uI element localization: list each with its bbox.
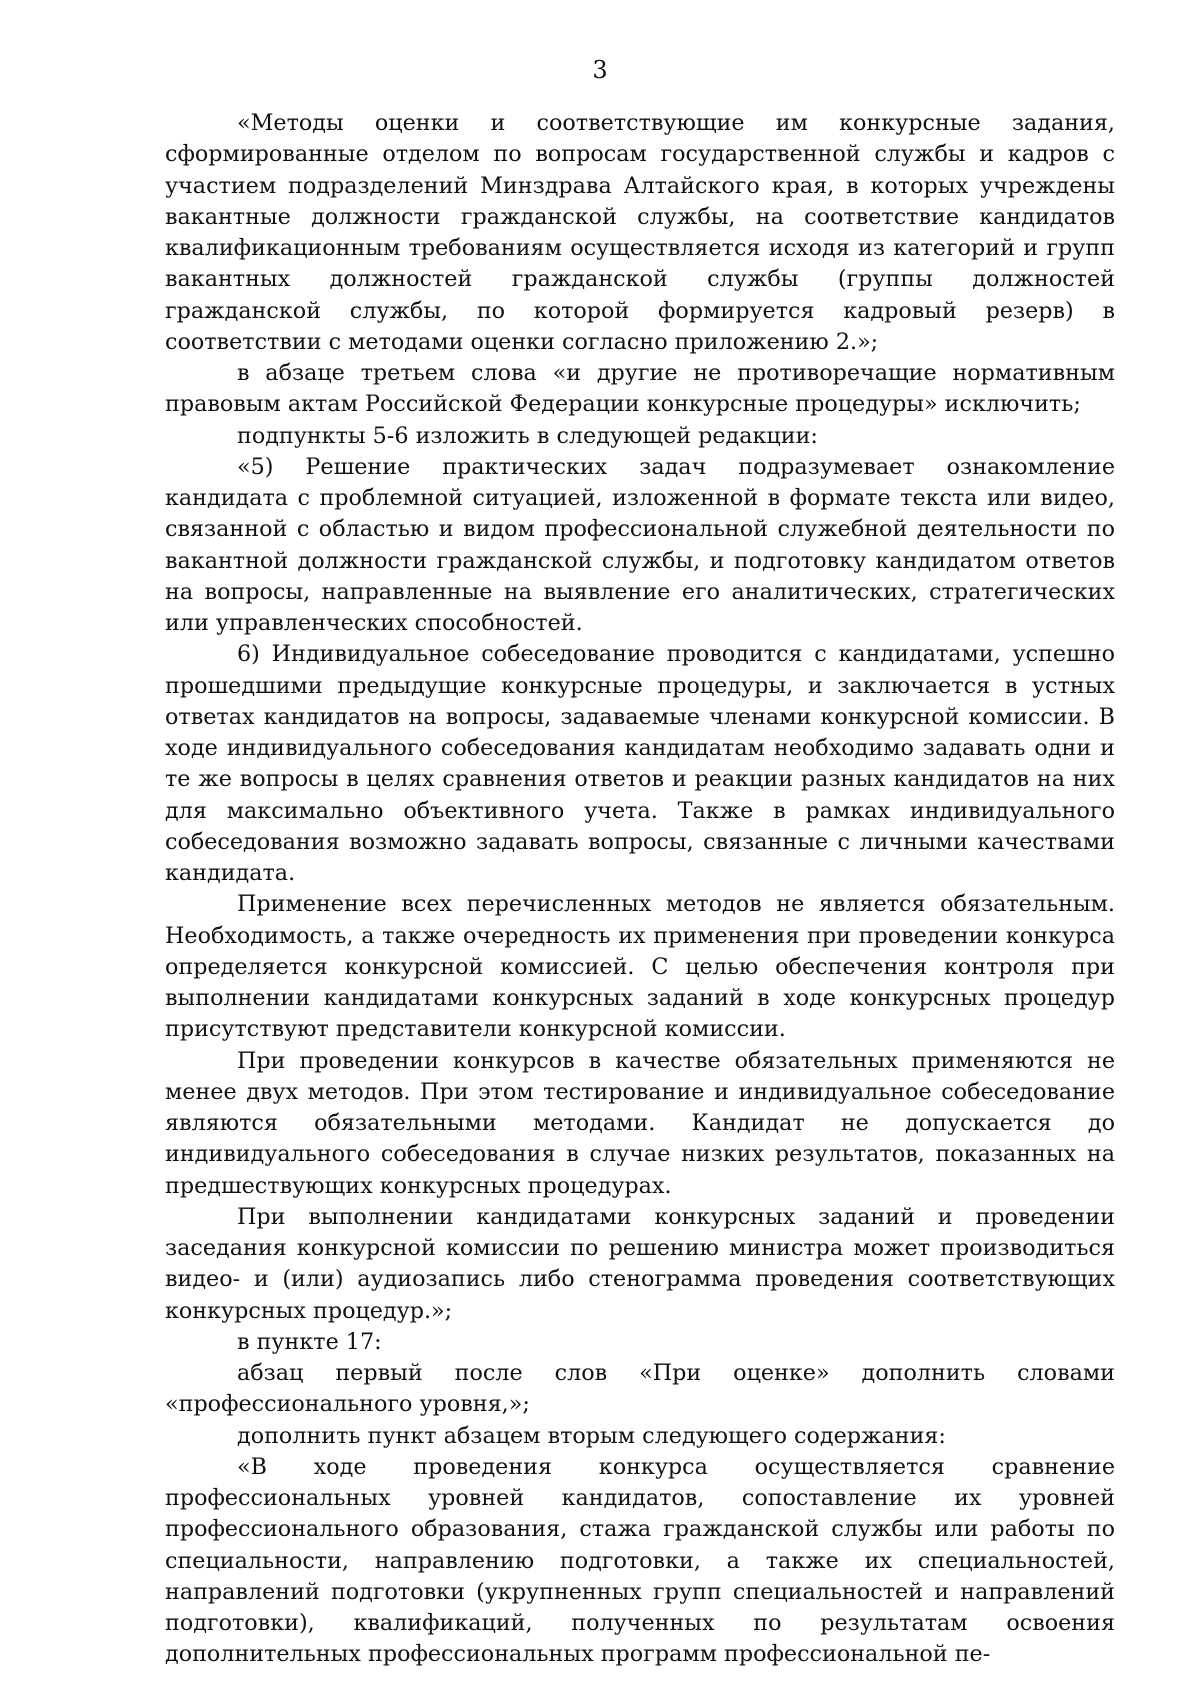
- paragraph-methods-application: Применение всех перечисленных методов не является обязательным. Необходимость, а также очередность их применения при проведении конкурса определяется конкурсной комиссией. С целью обеспечения контроля при выполнении кандидатами конкурсных заданий в ходе конкурсных процедур присутствуют представители конкурсной комиссии.: [165, 891, 1115, 1043]
- paragraph-third-abzac: в абзаце третьем слова «и другие не противоречащие нормативным правовым актам Российской Федерации конкурсные процедуры» исключить;: [165, 360, 1115, 418]
- paragraph-methods-of-assessment: «Методы оценки и соответствующие им конкурсные задания, сформированные отделом по вопросам государственной службы и кадров с участием подразделений Минздрава Алтайского края, в которых учреждены вакантные должности гражданской службы, на соответствие кандидатов квалификационным требованиям осуществляется исходя из категорий и групп вакантных должностей гражданской службы (группы должностей гражданской службы, по которой формируется кадровый резерв) в соответствии с методами оценки согласно приложению 2.»;: [165, 110, 1115, 355]
- document-body: [165, 108, 1115, 1671]
- paragraph-comparison: «В ходе проведения конкурса осуществляется сравнение профессиональных уровней кандидатов, сопоставление их уровней профессионального образования, стажа гражданской службы или работы по специальности, направлению подготовки, а также их специальностей, направлений подготовки (укрупненных групп специальностей и направлений подготовки), квалификаций, полученных по результатам освоения дополнительных профессиональных программ профессиональной пе-: [165, 1453, 1115, 1668]
- paragraph-first-abzac-addition: абзац первый после слов «При оценке» дополнить словами «профессионального уровня,»;: [165, 1360, 1115, 1418]
- paragraph-mandatory-methods: При проведении конкурсов в качестве обязательных применяются не менее двух методов. При этом тестирование и индивидуальное собеседование являются обязательными методами. Кандидат не допускается до индивидуального собеседования в случае низких результатов, показанных на предшествующих конкурсных процедурах.: [165, 1047, 1115, 1199]
- paragraph-subpoint-6: 6) Индивидуальное собеседование проводится с кандидатами, успешно прошедшими предыдущие конкурсные процедуры, и заключается в устных ответах кандидатов на вопросы, задаваемые членами конкурсной комиссии. В ходе индивидуального собеседования кандидатам необходимо задавать одни и те же вопросы в целях сравнения ответов и реакции разных кандидатов на них для максимально объективного учета. Также в рамках индивидуального собеседования возможно задавать вопросы, связанные с личными качествами кандидата.: [165, 641, 1115, 886]
- paragraph-point-17: в пункте 17:: [237, 1328, 382, 1355]
- page-number: 3: [592, 56, 608, 84]
- paragraph-recording: При выполнении кандидатами конкурсных заданий и проведении заседания конкурсной комиссии по решению министра может производиться видео- и (или) аудиозапись либо стенограмма проведения соответствующих конкурсных процедур.»;: [165, 1203, 1115, 1324]
- paragraph-subpoints-intro: подпункты 5-6 изложить в следующей редакции:: [237, 422, 818, 449]
- paragraph-second-abzac-intro: дополнить пункт абзацем вторым следующего содержания:: [237, 1422, 946, 1449]
- paragraph-subpoint-5: «5) Решение практических задач подразумевает ознакомление кандидата с проблемной ситуацией, изложенной в формате текста или видео, связанной с областью и видом профессиональной служебной деятельности по вакантной должности гражданской службы, и подготовку кандидатом ответов на вопросы, направленные на выявление его аналитических, стратегических или управленческих способностей.: [165, 453, 1115, 636]
